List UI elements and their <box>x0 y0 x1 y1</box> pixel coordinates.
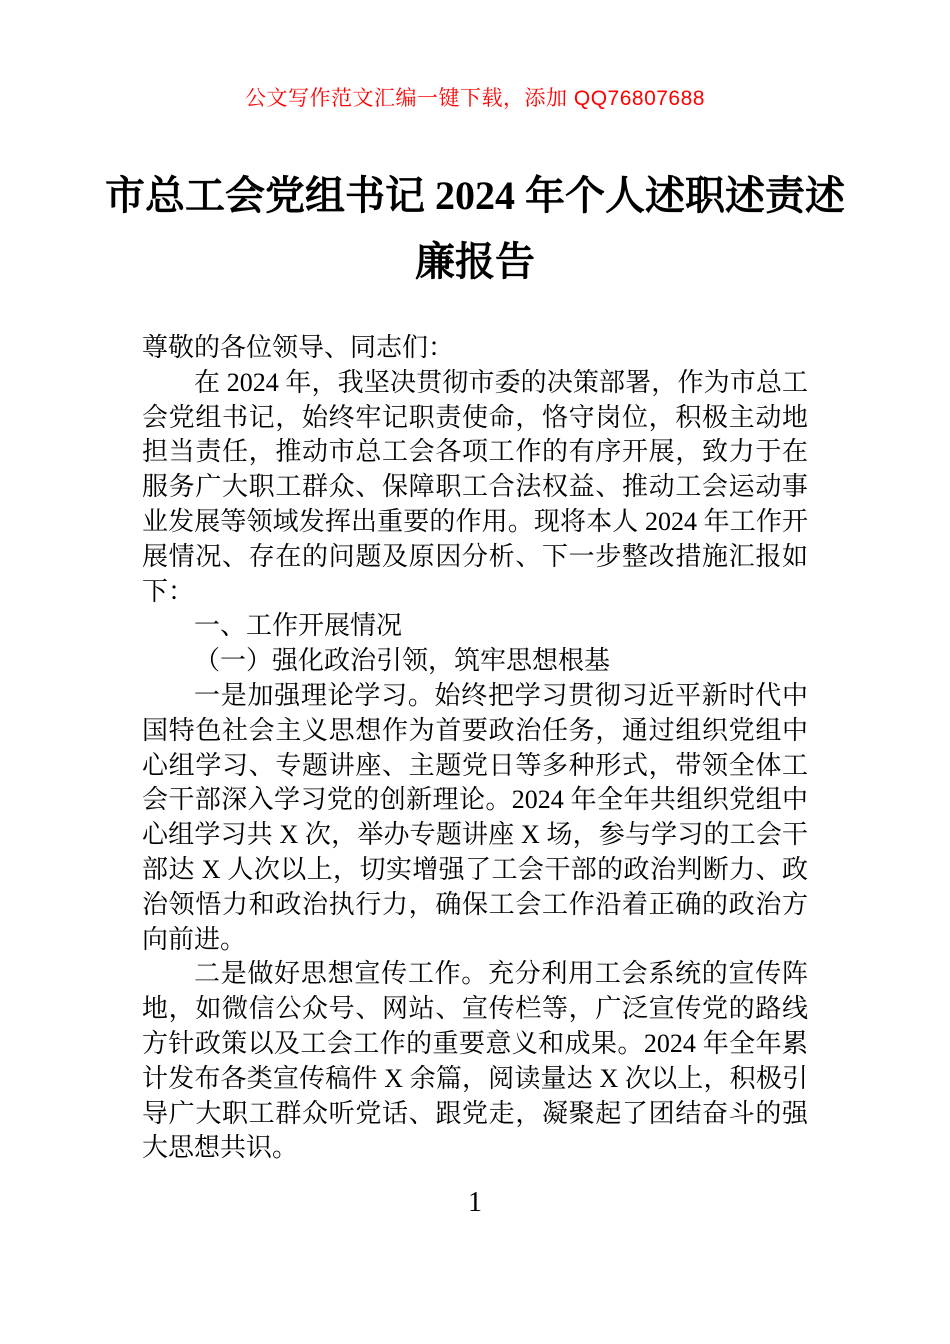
heading-political-guidance: （一）强化政治引领，筑牢思想根基 <box>194 646 611 676</box>
paragraph-intro: 在 2024 年，我坚决贯彻市委的决策部署，作为市总工会党组书记，始终牢记职责使命，恪守岗位，积极主动地担当责任，推动市总工会各项工作的有序开展，致力于在服务广大职工群众、保障职工合法权益、推动工会运动事业发展等领域发挥出重要的作用。现将本人 2024 年工作开展情况、存在的问题及原因分析、下一步整改措施汇报如下： <box>142 367 808 606</box>
document-title <box>0 163 950 295</box>
title-line-1: 市总工会党组书记 2024 年个人述职述责述 <box>105 173 845 218</box>
title-line-2: 廉报告 <box>415 239 535 284</box>
page-number: 1 <box>468 1187 482 1219</box>
salutation: 尊敬的各位领导、同志们： <box>142 333 455 362</box>
document-body <box>142 331 808 1166</box>
paragraph-publicity-work: 二是做好思想宣传工作。充分利用工会系统的宣传阵地，如微信公众号、网站、宣传栏等，广泛宣传党的路线方针政策以及工会工作的重要意义和成果。2024 年全年累计发布各类宣传稿件 X 余篇，阅读量达 X 次以上，积极引导广大职工群众听党话、跟党走，凝聚起了团结奋斗的强大思想共识。 <box>142 959 808 1163</box>
promo-header-text: 公文写作范文汇编一键下载，添加 QQ76807688 <box>245 87 705 110</box>
paragraph-theory-study: 一是加强理论学习。始终把学习贯彻习近平新时代中国特色社会主义思想作为首要政治任务，通过组织党组中心组学习、专题讲座、主题党日等多种形式，带领全体工会干部深入学习党的创新理论。2024 年全年共组织党组中心组学习共 X 次，举办专题讲座 X 场，参与学习的工会干部达 X 人次以上，切实增强了工会干部的政治判断力、政治领悟力和政治执行力，确保工会工作沿着正确的政治方向前进。 <box>142 680 808 954</box>
heading-work-progress: 一、工作开展情况 <box>194 611 403 641</box>
